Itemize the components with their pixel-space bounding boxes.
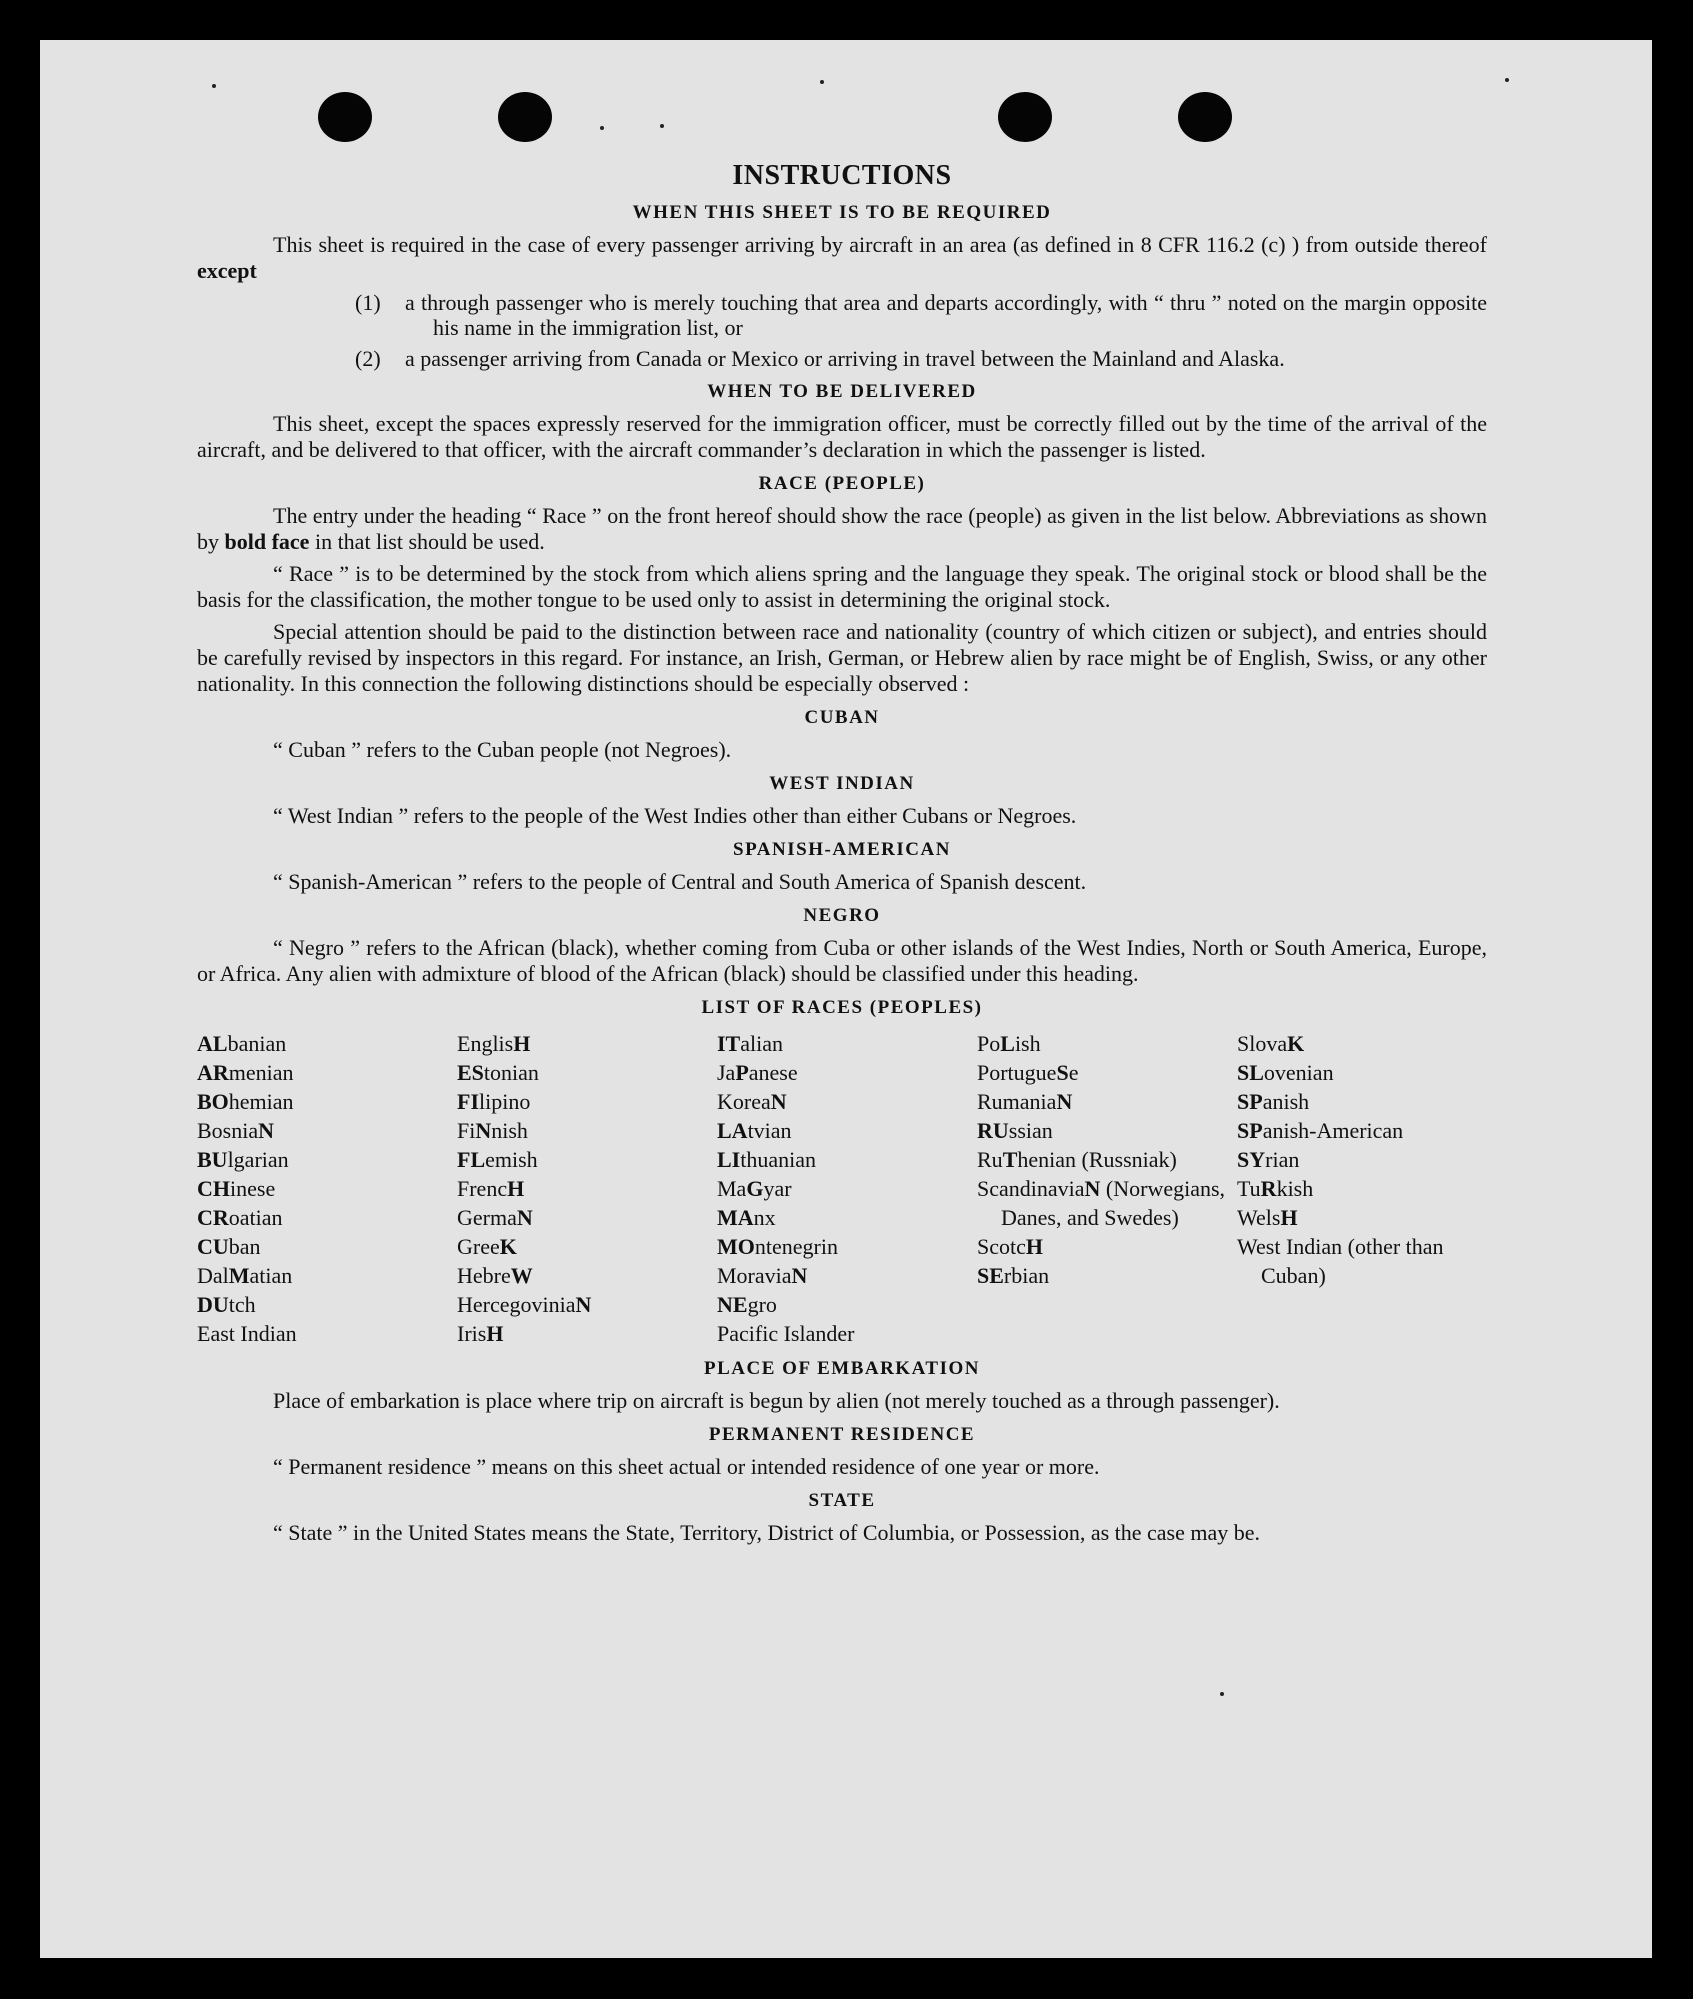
section-heading: WEST INDIAN [769, 773, 915, 794]
paragraph: “ Permanent residence ” means on this sheet actual or intended residence of one year or more. [273, 1454, 1100, 1479]
race-entry: TuRkish [1237, 1176, 1314, 1201]
section-heading: WHEN THIS SHEET IS TO BE REQUIRED [632, 202, 1052, 223]
race-entry: LIthuanian [717, 1147, 817, 1172]
race-entry: LAtvian [717, 1118, 792, 1143]
race-entry: PoLish [977, 1031, 1041, 1056]
race-entry: DalMatian [197, 1263, 293, 1288]
section-heading: PLACE OF EMBARKATION [704, 1358, 980, 1379]
race-entry: DUtch [197, 1292, 256, 1317]
paragraph: This sheet is required in the case of every passenger arriving by aircraft in an area (as defined in 8 CFR 116.2 (c) ) from outside thereof except [197, 232, 1487, 283]
race-entry: SErbian [977, 1263, 1050, 1288]
section-heading: PERMANENT RESIDENCE [708, 1424, 976, 1445]
section-heading: LIST OF RACES (PEOPLES) [701, 997, 983, 1018]
speck [1220, 1692, 1224, 1696]
race-entry: FrencH [457, 1176, 525, 1201]
section-heading: RACE (PEOPLE) [758, 473, 926, 494]
section-heading: STATE [808, 1490, 876, 1511]
race-entry: CRoatian [197, 1205, 283, 1230]
punch-hole [998, 92, 1052, 142]
race-entry: NEgro [717, 1292, 777, 1317]
race-entry: RuThenian (Russniak) [977, 1147, 1177, 1172]
race-entry: JaPanese [717, 1060, 798, 1085]
punch-hole [498, 92, 552, 142]
speck [660, 124, 664, 128]
race-entry: BUlgarian [197, 1147, 289, 1172]
race-entry: SLovenian [1237, 1060, 1334, 1085]
race-entry: GermaN [457, 1205, 533, 1230]
race-entry: BosniaN [197, 1118, 275, 1143]
races-column [1237, 1029, 1487, 1348]
race-entry: SPanish-American [1237, 1118, 1404, 1143]
race-entry: MaGyar [717, 1176, 792, 1201]
race-entry: IrisH [457, 1321, 504, 1346]
race-entry: CUban [197, 1234, 261, 1259]
race-entry: ARmenian [197, 1060, 294, 1085]
page-title: INSTRUCTIONS [732, 160, 952, 191]
paragraph: Place of embarkation is place where trip on aircraft is begun by alien (not merely touched as a through passenger). [273, 1388, 1280, 1413]
races-list [197, 1029, 1487, 1348]
race-entry: RumaniaN [977, 1089, 1073, 1114]
race-entry: ALbanian [197, 1031, 287, 1056]
punch-hole [1178, 92, 1232, 142]
race-entry: GreeK [457, 1234, 517, 1259]
races-column [977, 1029, 1227, 1348]
race-entry: CHinese [197, 1176, 276, 1201]
speck [600, 126, 604, 130]
race-entry: MAnx [717, 1205, 776, 1230]
race-entry: East Indian [197, 1321, 297, 1346]
exception-item: (1) a through passenger who is merely touching that area and departs accordingly, with “ thru ” noted on the margin opposite his name in the immigration list, or [355, 290, 1487, 340]
paragraph: “ West Indian ” refers to the people of the West Indies other than either Cubans or Negroes. [273, 803, 1077, 828]
race-entry: HebreW [457, 1263, 533, 1288]
section-heading: SPANISH-AMERICAN [733, 839, 951, 860]
races-column [717, 1029, 967, 1348]
race-entry: FLemish [457, 1147, 538, 1172]
race-entry: ScotcH [977, 1234, 1044, 1259]
race-entry: ITalian [717, 1031, 784, 1056]
race-entry: SYrian [1237, 1147, 1300, 1172]
paragraph: Special attention should be paid to the distinction between race and nationality (country of which citizen or subject), and entries should be carefully revised by inspectors in this regard. For instance, an Irish, German, or Hebrew alien by race might be of English, Swiss, or any other nationality. In this connection the following distinctions should be especially observed : [197, 619, 1487, 696]
race-entry: RUssian [977, 1118, 1053, 1143]
race-entry: SPanish [1237, 1089, 1310, 1114]
race-entry: MoraviaN [717, 1263, 808, 1288]
races-column [197, 1029, 447, 1348]
race-entry: Pacific Islander [717, 1321, 855, 1346]
race-entry: FIlipino [457, 1089, 531, 1114]
races-column [457, 1029, 707, 1348]
section-heading: CUBAN [804, 707, 880, 728]
race-entry: EStonian [457, 1060, 539, 1085]
race-entry: WelsH [1237, 1205, 1298, 1230]
race-entry: West Indian (other than Cuban) [1237, 1234, 1444, 1288]
section-heading: WHEN TO BE DELIVERED [707, 381, 977, 402]
section-heading: NEGRO [803, 905, 881, 926]
speck [212, 84, 216, 88]
race-entry: FiNnish [457, 1118, 528, 1143]
race-entry: SlovaK [1237, 1031, 1305, 1056]
paragraph: The entry under the heading “ Race ” on the front hereof should show the race (people) as given in the list below. Abbreviations as shown by bold face in that list should be used. [197, 503, 1487, 554]
exception-item: (2) a passenger arriving from Canada or Mexico or arriving in travel between the Mainland and Alaska. [355, 346, 1285, 371]
race-entry: BOhemian [197, 1089, 294, 1114]
paragraph: “ Spanish-American ” refers to the people of Central and South America of Spanish descent. [273, 869, 1087, 894]
race-entry: PortugueSe [977, 1060, 1079, 1085]
paragraph: “ Race ” is to be determined by the stock from which aliens spring and the language they speak. The original stock or blood shall be the basis for the classification, the mother tongue to be used only to assist in determining the original stock. [197, 561, 1487, 612]
race-entry: ScandinaviaN (Norwegians, Danes, and Swedes) [977, 1176, 1226, 1230]
paragraph: This sheet, except the spaces expressly reserved for the immigration officer, must be correctly filled out by the time of the arrival of the aircraft, and be delivered to that officer, with the aircraft commander’s declaration in which the passenger is listed. [197, 411, 1487, 462]
race-entry: KoreaN [717, 1089, 787, 1114]
document-page [40, 40, 1652, 1958]
paragraph: “ Cuban ” refers to the Cuban people (not Negroes). [273, 737, 732, 762]
paragraph: “ State ” in the United States means the State, Territory, District of Columbia, or Possession, as the case may be. [273, 1520, 1261, 1545]
race-entry: EnglisH [457, 1031, 531, 1056]
race-entry: MOntenegrin [717, 1234, 838, 1259]
race-entry: HercegoviniaN [457, 1292, 592, 1317]
paragraph: “ Negro ” refers to the African (black), whether coming from Cuba or other islands of the West Indies, North or South America, Europe, or Africa. Any alien with admixture of blood of the African (black) should be classified under this heading. [197, 935, 1487, 986]
speck [820, 80, 824, 84]
instructions-content [197, 160, 1487, 1552]
speck [1505, 78, 1509, 82]
punch-hole [318, 92, 372, 142]
